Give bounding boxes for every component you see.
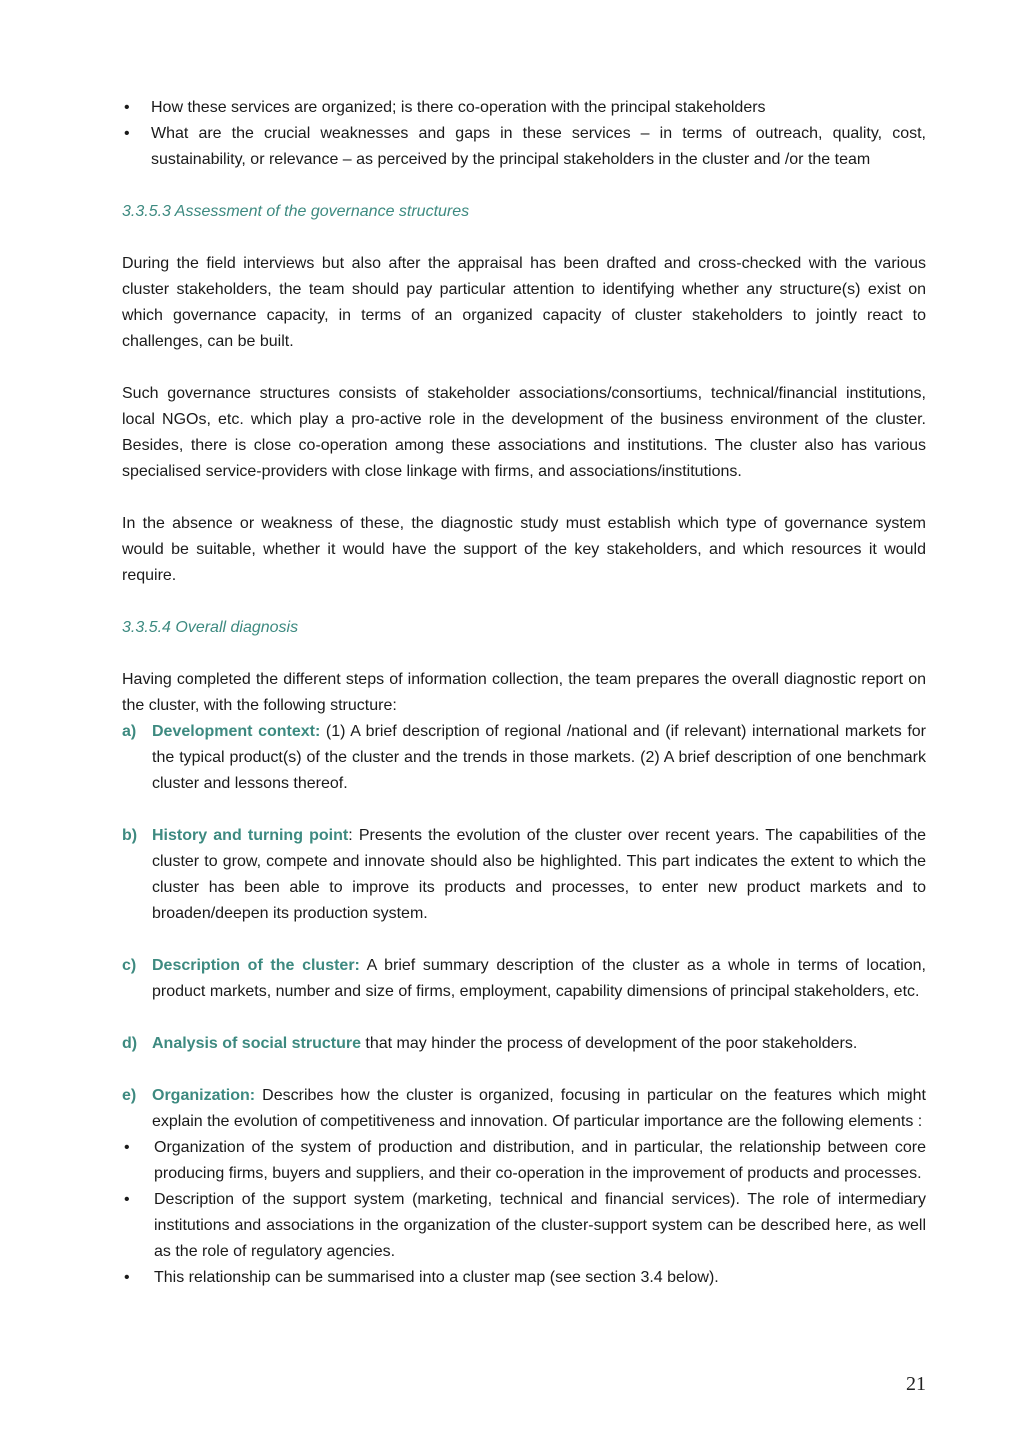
item-keyword: Development context: — [152, 723, 321, 740]
section-heading: 3.3.5.3 Assessment of the governance structures — [122, 203, 470, 220]
list-item — [122, 1031, 926, 1057]
list-item — [122, 719, 926, 797]
list-item — [122, 121, 926, 173]
document-page — [122, 95, 926, 1291]
list-item — [122, 1135, 926, 1187]
bullet-text: What are the crucial weaknesses and gaps in these services – in terms of outreach, quality, cost, sustainability, or relevance – as perceived by the principal stakeholders in the cluster and /or the team — [151, 125, 926, 168]
item-text: A brief summary description of the cluster as a whole in terms of location, product markets, number and size of firms, employment, capability dimensions of principal stakeholders, etc. — [152, 957, 927, 1000]
item-keyword: Description of the cluster: — [152, 957, 360, 974]
item-text: that may hinder the process of development of the poor stakeholders. — [360, 1035, 858, 1052]
item-label: c) — [122, 957, 137, 974]
bullet-icon: • — [124, 99, 130, 116]
list-item — [122, 1265, 926, 1291]
bullet-text: Description of the support system (marketing, technical and financial services). The role of intermediary institutions and associations in the organization of the cluster-support system can be described here, as well as the role of regulatory agencies. — [154, 1191, 926, 1260]
item-label: d) — [122, 1035, 138, 1052]
section-heading: 3.3.5.4 Overall diagnosis — [122, 619, 299, 636]
item-label: a) — [122, 723, 137, 740]
item-label: b) — [122, 827, 138, 844]
list-item — [122, 95, 926, 121]
list-item — [122, 953, 926, 1005]
bullet-text: This relationship can be summarised into a cluster map (see section 3.4 below). — [154, 1269, 719, 1286]
item-text: : Presents the evolution of the cluster over recent years. The capabilities of the cluster to grow, compete and innovate should also be highlighted. This part indicates the extent to which the cluster has been able to improve its products and processes, to enter new product markets and to broaden/deepen its production system. — [152, 827, 927, 922]
list-item — [122, 1083, 926, 1135]
item-keyword: History and turning point — [152, 827, 349, 844]
bullet-icon: • — [124, 1191, 130, 1208]
bullet-icon: • — [124, 125, 130, 142]
item-text: Describes how the cluster is organized, focusing in particular on the features which might explain the evolution of competitiveness and innovation. Of particular importance are the following elements : — [152, 1087, 926, 1130]
bullet-text: How these services are organized; is there co-operation with the principal stakeholders — [151, 99, 766, 116]
list-item — [122, 823, 926, 927]
item-keyword: Organization: — [152, 1087, 256, 1104]
page-number: 21 — [906, 1373, 926, 1395]
item-keyword: Analysis of social structure — [152, 1035, 361, 1052]
item-label: e) — [122, 1087, 137, 1104]
list-item — [122, 1187, 926, 1265]
paragraph: During the field interviews but also after the appraisal has been drafted and cross-checked with the various cluster stakeholders, the team should pay particular attention to identifying whether any structure(s) exist on which governance capacity, in terms of an organized capacity of cluster stakeholders to jointly react to challenges, can be built. — [122, 255, 926, 350]
bullet-icon: • — [124, 1269, 130, 1286]
item-text: (1) A brief description of regional /national and (if relevant) international markets for the typical product(s) of the cluster and the trends in those markets. (2) A brief description of one benchmark cluster and lessons thereof. — [152, 723, 927, 792]
bullet-text: Organization of the system of production and distribution, and in particular, the relationship between core producing firms, buyers and suppliers, and their co-operation in the improvement of products and processes. — [154, 1139, 926, 1182]
bullet-icon: • — [124, 1139, 130, 1156]
paragraph: Such governance structures consists of stakeholder associations/consortiums, technical/financial institutions, local NGOs, etc. which play a pro-active role in the development of the business environment of the cluster. Besides, there is close co-operation among these associations and institutions. The cluster also has various specialised service-providers with close linkage with firms, and associations/institutions. — [122, 385, 926, 480]
paragraph: In the absence or weakness of these, the diagnostic study must establish which type of governance system would be suitable, whether it would have the support of the key stakeholders, and which resources it would require. — [122, 515, 926, 584]
paragraph: Having completed the different steps of information collection, the team prepares the overall diagnostic report on the cluster, with the following structure: — [122, 671, 926, 714]
